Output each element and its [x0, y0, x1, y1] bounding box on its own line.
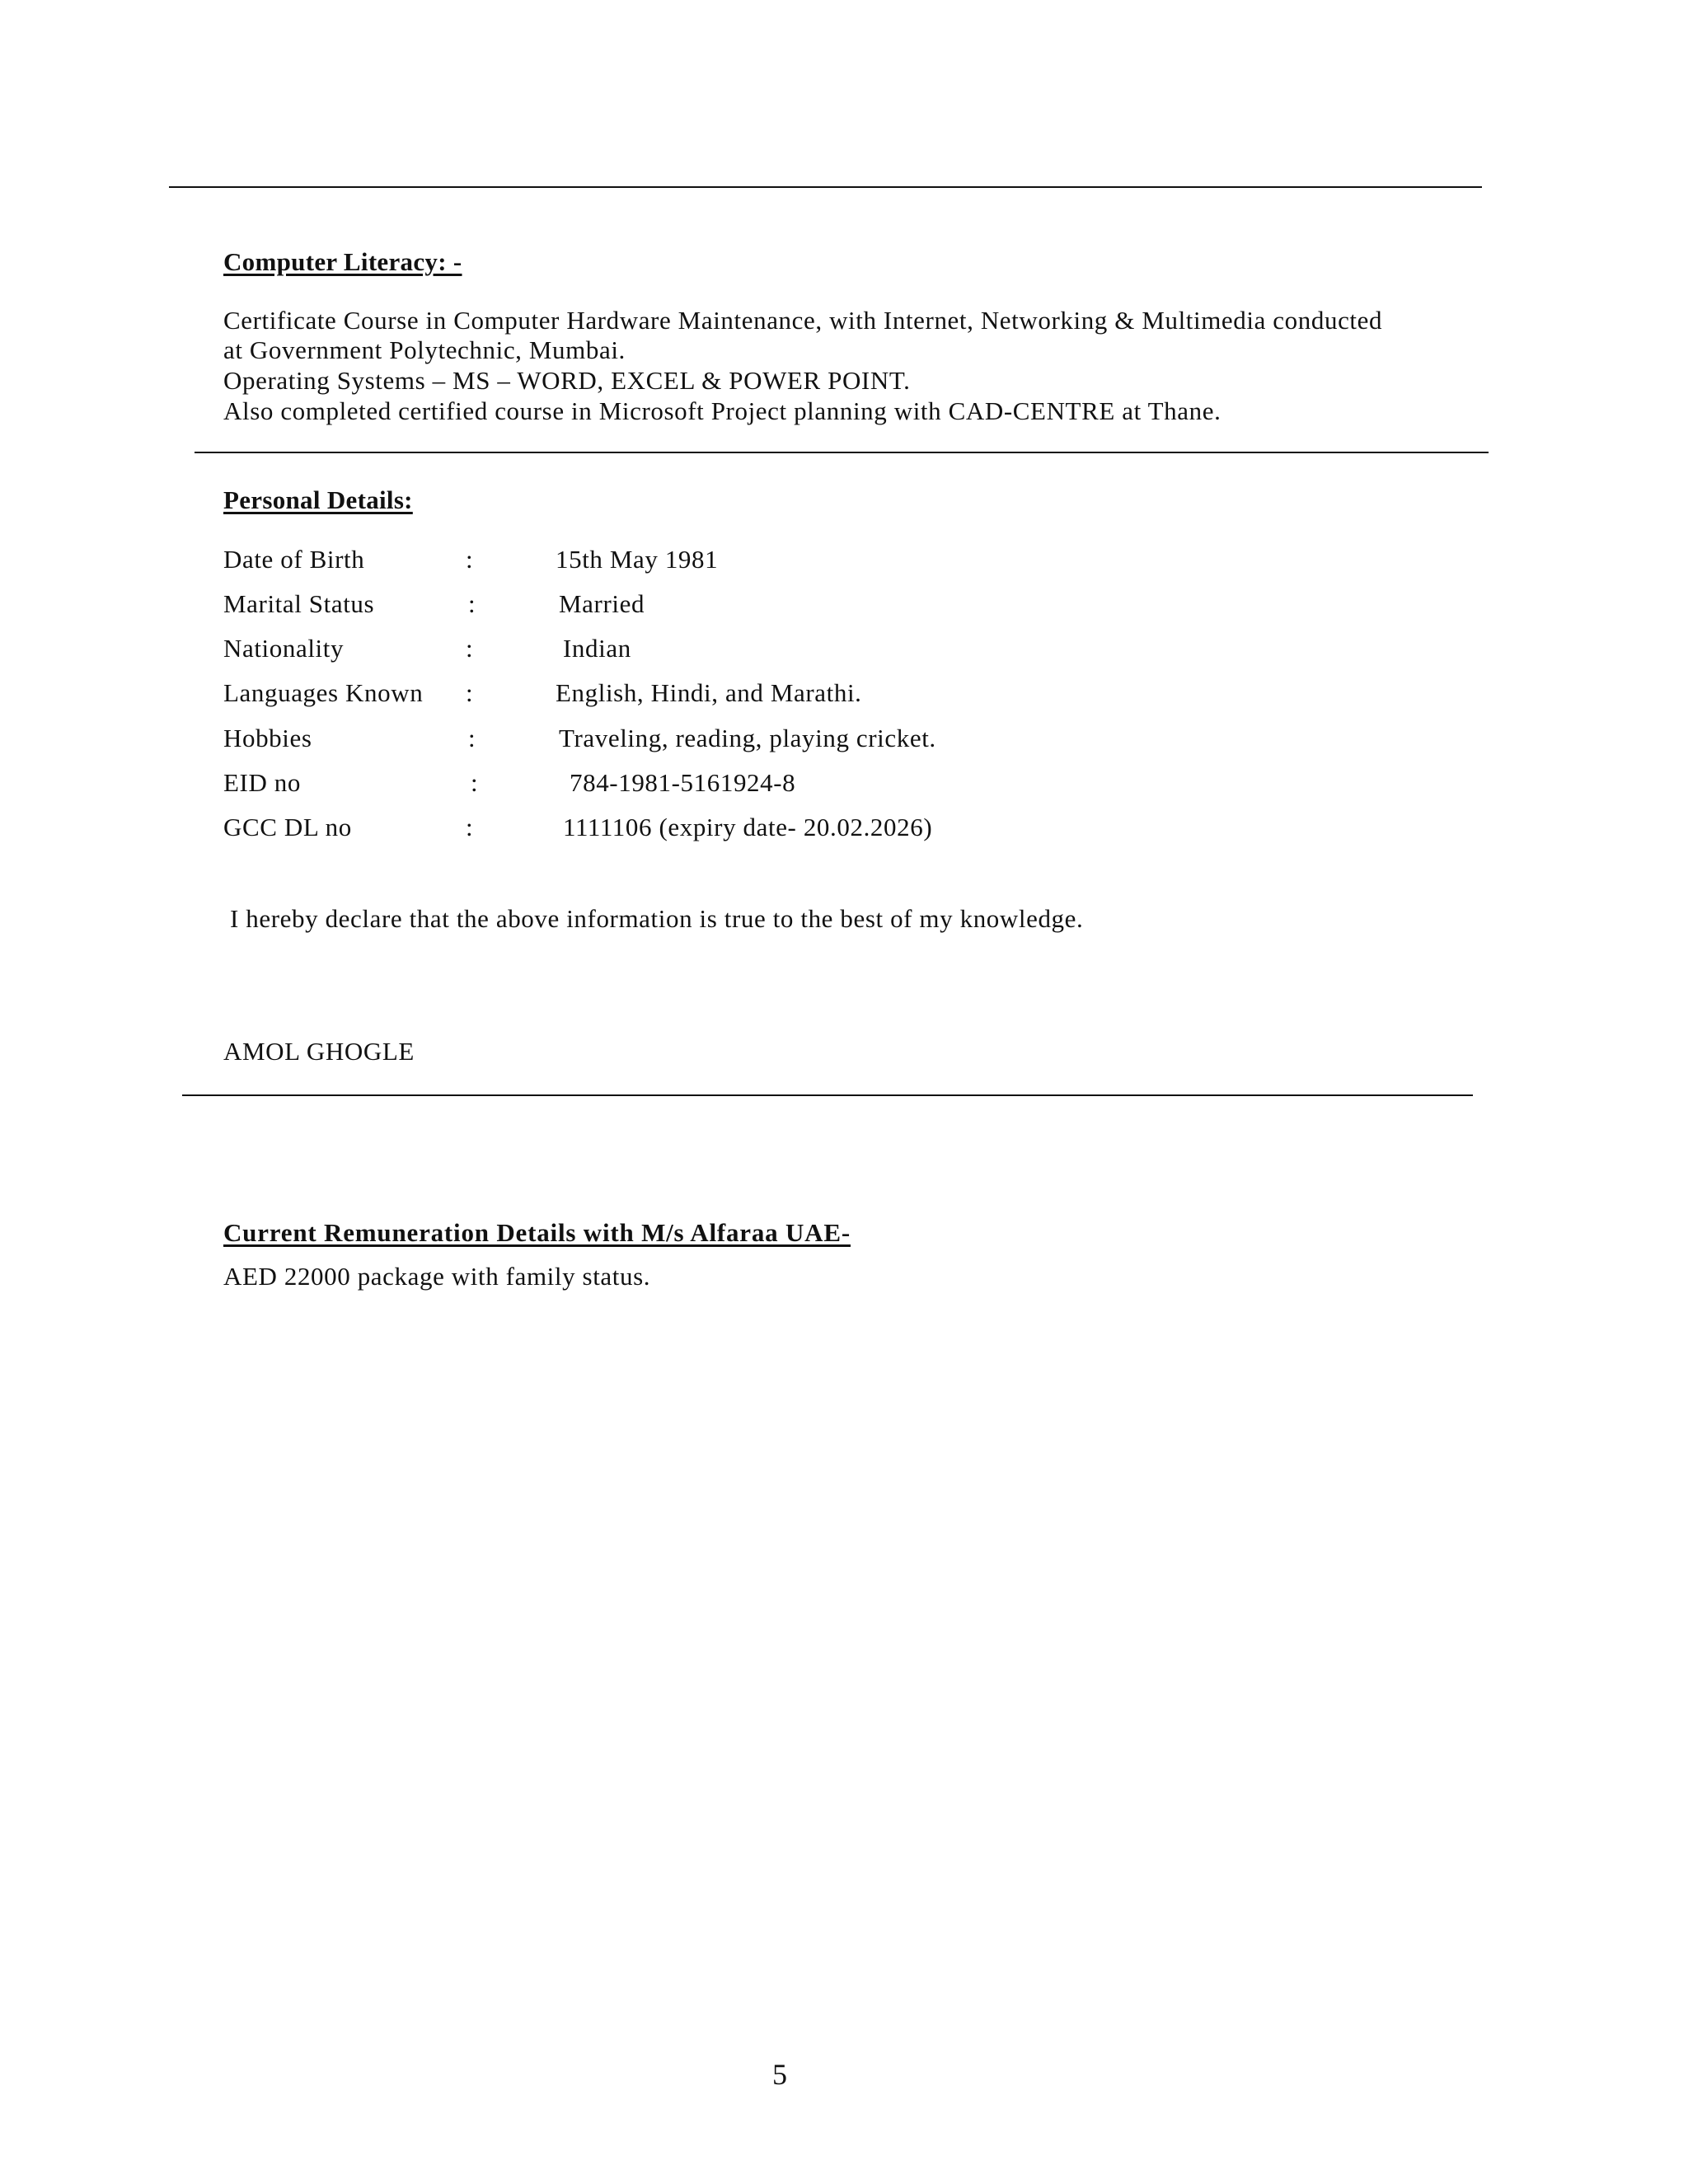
detail-value: 15th May 1981	[556, 545, 719, 574]
detail-label: Languages Known	[223, 678, 424, 707]
detail-value: Indian	[563, 634, 631, 663]
remuneration-text: AED 22000 package with family status.	[223, 1262, 651, 1291]
detail-separator: :	[471, 768, 478, 797]
declaration-text: I hereby declare that the above information is true to the best of my knowledge.	[230, 904, 1084, 933]
detail-separator: :	[468, 589, 476, 618]
detail-separator: :	[466, 634, 473, 663]
detail-label: GCC DL no	[223, 813, 352, 841]
detail-separator: :	[468, 724, 476, 752]
detail-separator: :	[466, 678, 473, 707]
page-number: 5	[772, 2058, 788, 2091]
computer-literacy-line: at Government Polytechnic, Mumbai.	[223, 335, 626, 364]
detail-label: Hobbies	[223, 724, 312, 752]
personal-details-heading: Personal Details:	[223, 485, 413, 514]
detail-label: EID no	[223, 768, 301, 797]
detail-value: 1111106 (expiry date- 20.02.2026)	[563, 813, 933, 841]
top-divider	[169, 186, 1482, 188]
computer-literacy-line: Operating Systems – MS – WORD, EXCEL & POWER POINT.	[223, 366, 911, 395]
signature-divider	[182, 1094, 1473, 1096]
detail-value: Married	[559, 589, 645, 618]
remuneration-heading: Current Remuneration Details with M/s Alfaraa UAE-	[223, 1218, 851, 1247]
detail-separator: :	[466, 813, 473, 841]
detail-value: English, Hindi, and Marathi.	[556, 678, 862, 707]
detail-separator: :	[466, 545, 473, 574]
detail-label: Date of Birth	[223, 545, 365, 574]
detail-label: Marital Status	[223, 589, 375, 618]
computer-literacy-line: Certificate Course in Computer Hardware Maintenance, with Internet, Networking & Multimedia conducted	[223, 306, 1383, 335]
section-divider	[195, 452, 1489, 453]
computer-literacy-heading: Computer Literacy: -	[223, 247, 462, 276]
detail-value: Traveling, reading, playing cricket.	[559, 724, 936, 752]
computer-literacy-line: Also completed certified course in Microsoft Project planning with CAD-CENTRE at Thane.	[223, 396, 1221, 425]
detail-label: Nationality	[223, 634, 345, 663]
signature-name: AMOL GHOGLE	[223, 1037, 415, 1066]
detail-value: 784-1981-5161924-8	[570, 768, 796, 797]
